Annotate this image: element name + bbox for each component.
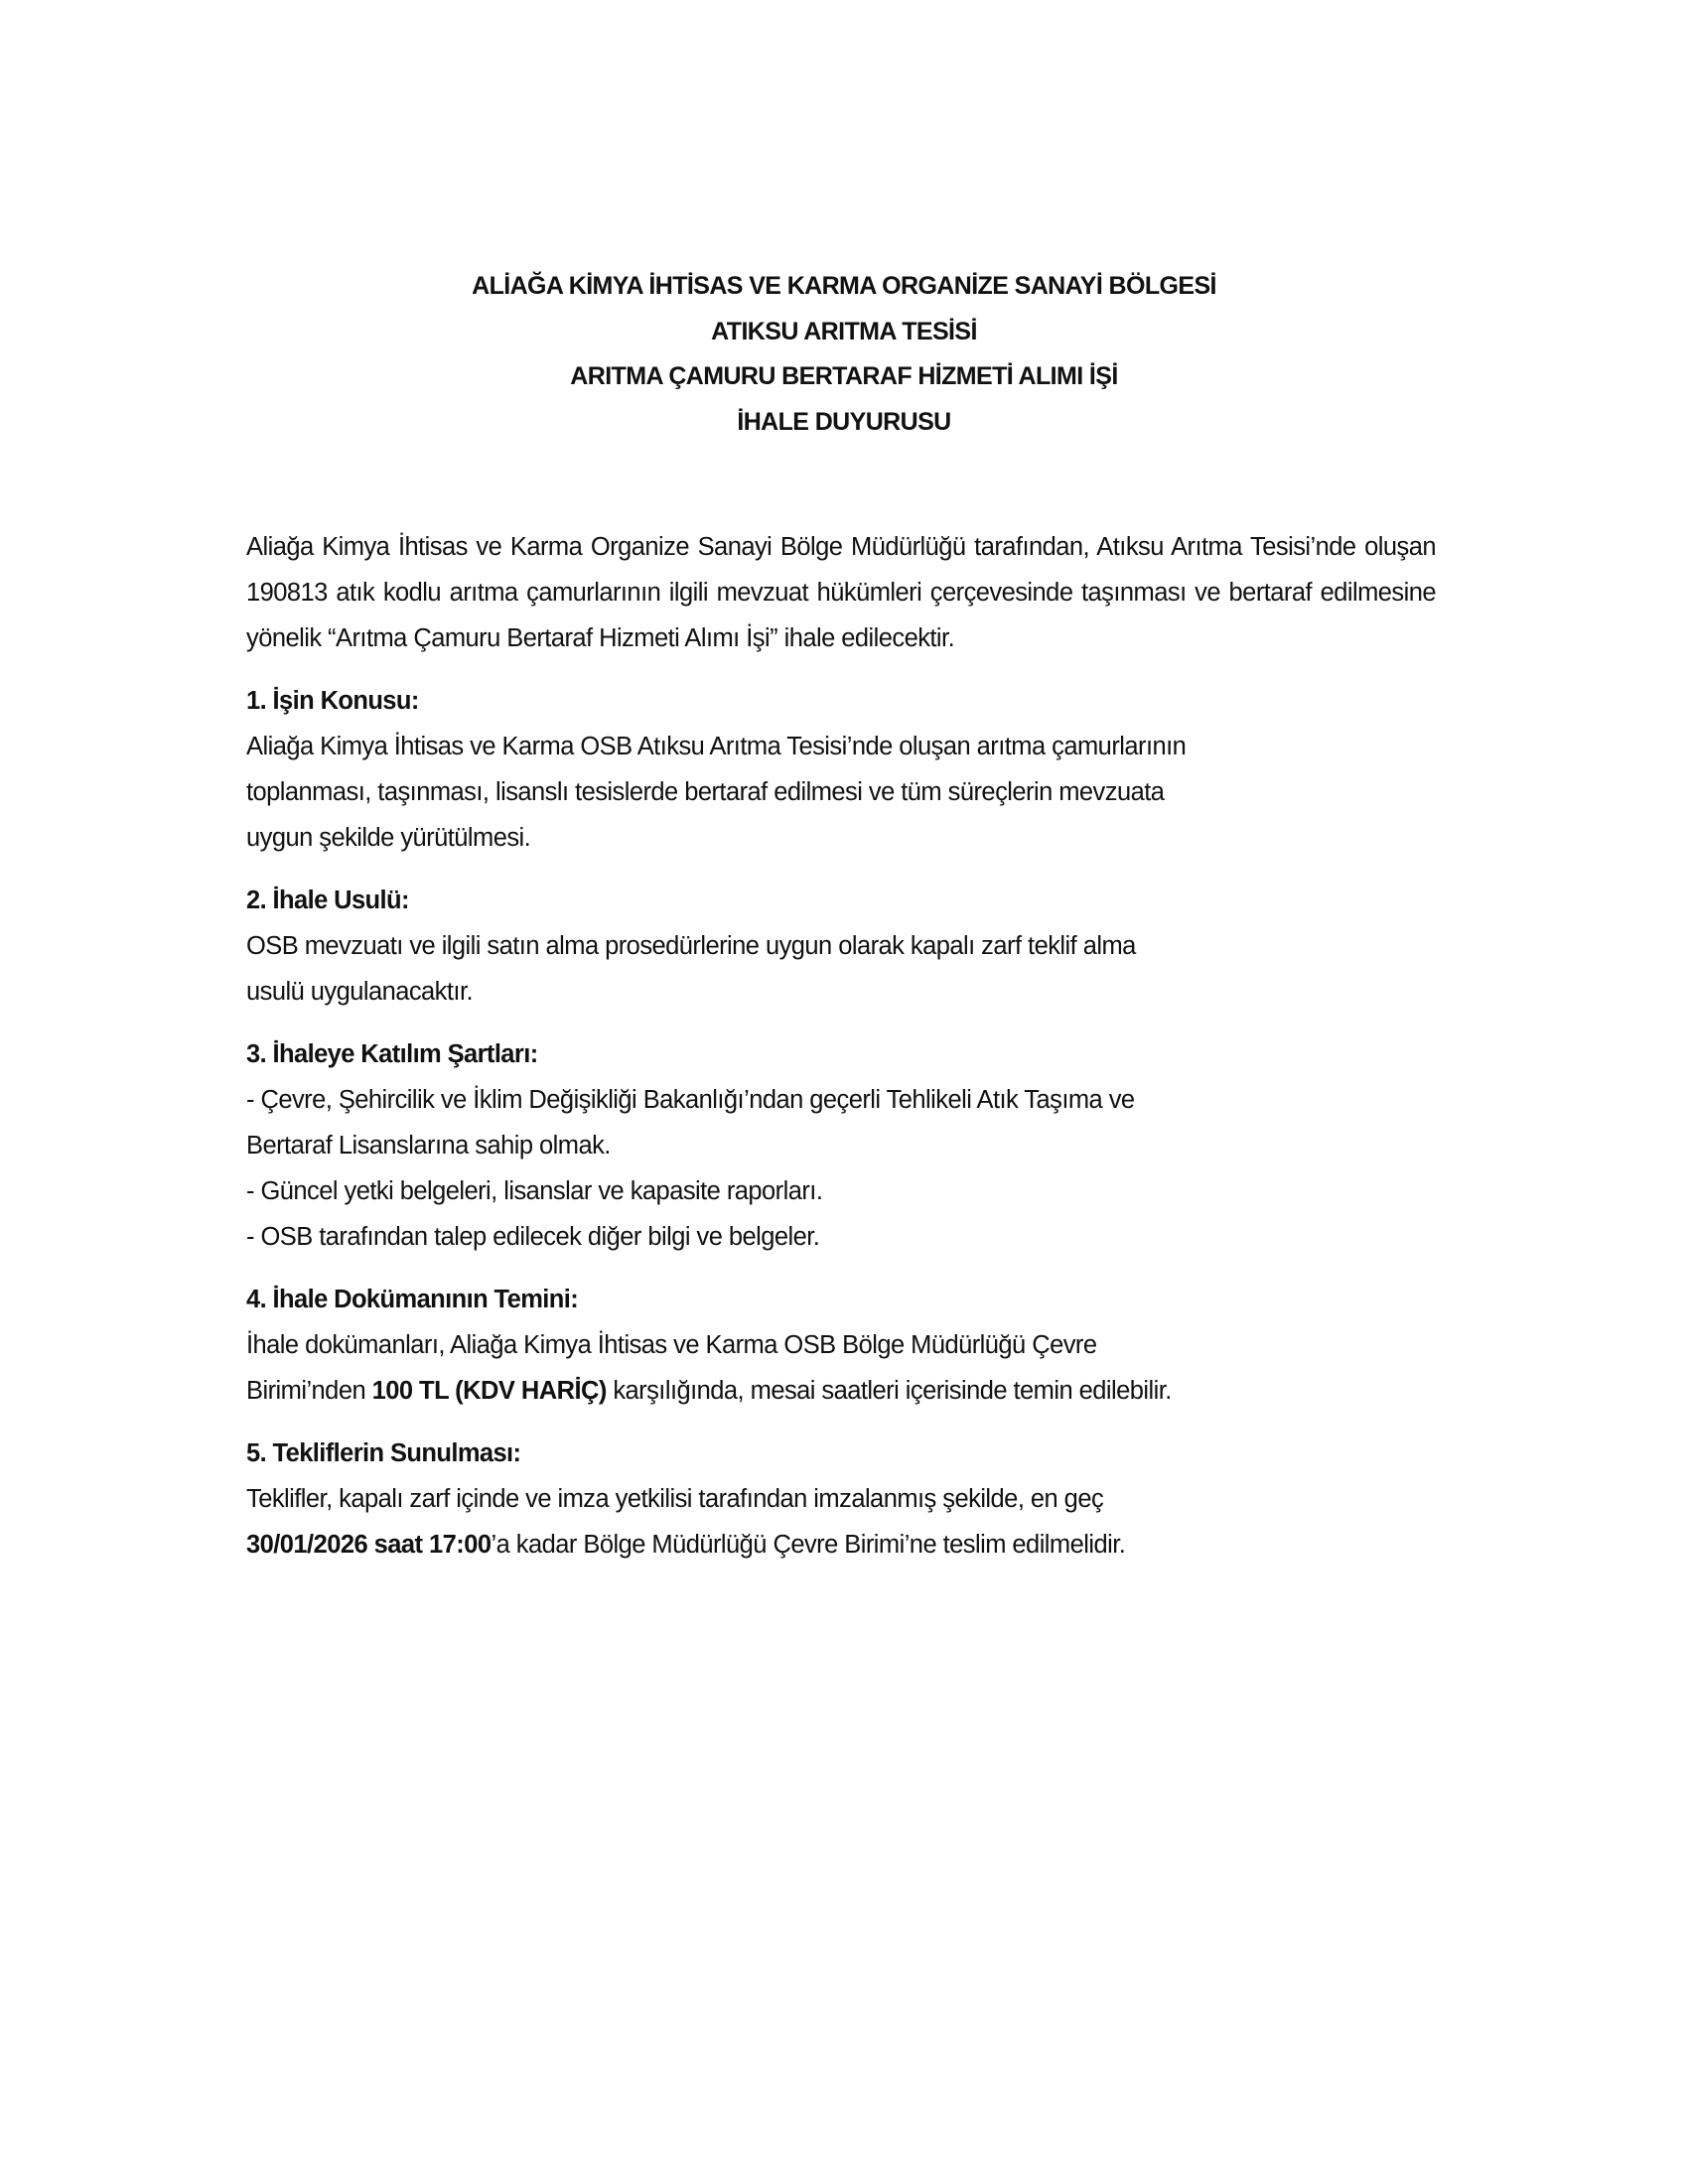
section-participation-conditions	[246, 1031, 1436, 1260]
text-line: Aliağa Kimya İhtisas ve Karma OSB Atıksu Arıtma Tesisi’nde oluşan arıtma çamurlarının	[246, 733, 1187, 760]
text-fragment: karşılığında, mesai saatleri içerisinde temin edilebilir.	[606, 1377, 1172, 1405]
text-fragment: Birimi’nden	[246, 1377, 372, 1405]
section-procedure	[246, 878, 1436, 1015]
section-text	[246, 1476, 1436, 1568]
title-line-service: ARITMA ÇAMURU BERTARAF HİZMETİ ALIMI İŞİ	[570, 362, 1118, 390]
title-line-facility: ATIKSU ARITMA TESİSİ	[711, 317, 977, 345]
section-text	[246, 923, 1436, 1015]
section-subject	[246, 678, 1436, 861]
title-line-organization: ALİAĞA KİMYA İHTİSAS VE KARMA ORGANİZE SANAYİ BÖLGESİ	[472, 272, 1216, 300]
title-line-announcement: İHALE DUYURUSU	[737, 407, 951, 436]
text-line	[246, 1522, 1436, 1568]
text-line: usulü uygulanacaktır.	[246, 978, 474, 1006]
list-item-continuation: Bertaraf Lisanslarına sahip olmak.	[246, 1132, 611, 1160]
text-fragment: ’a kadar Bölge Müdürlüğü Çevre Birimi’ne teslim edilmelidir.	[491, 1531, 1126, 1559]
text-line: Teklifler, kapalı zarf içinde ve imza yetkilisi tarafından imzalanmış şekilde, en geç	[246, 1485, 1104, 1513]
section-text	[246, 1322, 1436, 1414]
intro-paragraph: Aliağa Kimya İhtisas ve Karma Organize Sanayi Bölge Müdürlüğü tarafından, Atıksu Arıtma Tesisi’nde oluşan 190813 atık kodlu arıtma çamurlarının ilgili mevzuat hükümleri çerçevesinde taşınması ve bertaraf edilmesine yönelik “Arıtma Çamuru Bertaraf Hizmeti Alımı İşi” ihale edilecektir.	[246, 533, 1436, 652]
document-title	[0, 264, 1688, 445]
section-heading: 3. İhaleye Katılım Şartları:	[246, 1040, 538, 1068]
section-bid-submission	[246, 1431, 1436, 1568]
section-heading: 4. İhale Dokümanının Temini:	[246, 1286, 579, 1313]
list-item: - Çevre, Şehircilik ve İklim Değişikliği Bakanlığı’ndan geçerli Tehlikeli Atık Taşıma ve	[246, 1086, 1135, 1114]
document-fee: 100 TL (KDV HARİÇ)	[371, 1377, 607, 1405]
text-line	[246, 1368, 1436, 1414]
section-heading: 2. İhale Usulü:	[246, 887, 409, 914]
text-line: İhale dokümanları, Aliağa Kimya İhtisas ve Karma OSB Bölge Müdürlüğü Çevre	[246, 1331, 1097, 1359]
section-heading: 1. İşin Konusu:	[246, 687, 419, 715]
list-item: - Güncel yetki belgeleri, lisanslar ve kapasite raporları.	[246, 1177, 823, 1205]
section-heading: 5. Tekliflerin Sunulması:	[246, 1439, 521, 1467]
text-line: OSB mevzuatı ve ilgili satın alma prosedürlerine uygun olarak kapalı zarf teklif alma	[246, 932, 1136, 960]
section-text	[246, 1077, 1436, 1260]
submission-deadline: 30/01/2026 saat 17:00	[246, 1531, 492, 1559]
text-line: toplanması, taşınması, lisanslı tesislerde bertaraf edilmesi ve tüm süreçlerin mevzuata	[246, 778, 1165, 806]
list-item: - OSB tarafından talep edilecek diğer bilgi ve belgeler.	[246, 1223, 820, 1251]
section-text	[246, 724, 1436, 861]
document-body	[246, 524, 1436, 1584]
section-document-procurement	[246, 1277, 1436, 1414]
text-line: uygun şekilde yürütülmesi.	[246, 824, 531, 852]
